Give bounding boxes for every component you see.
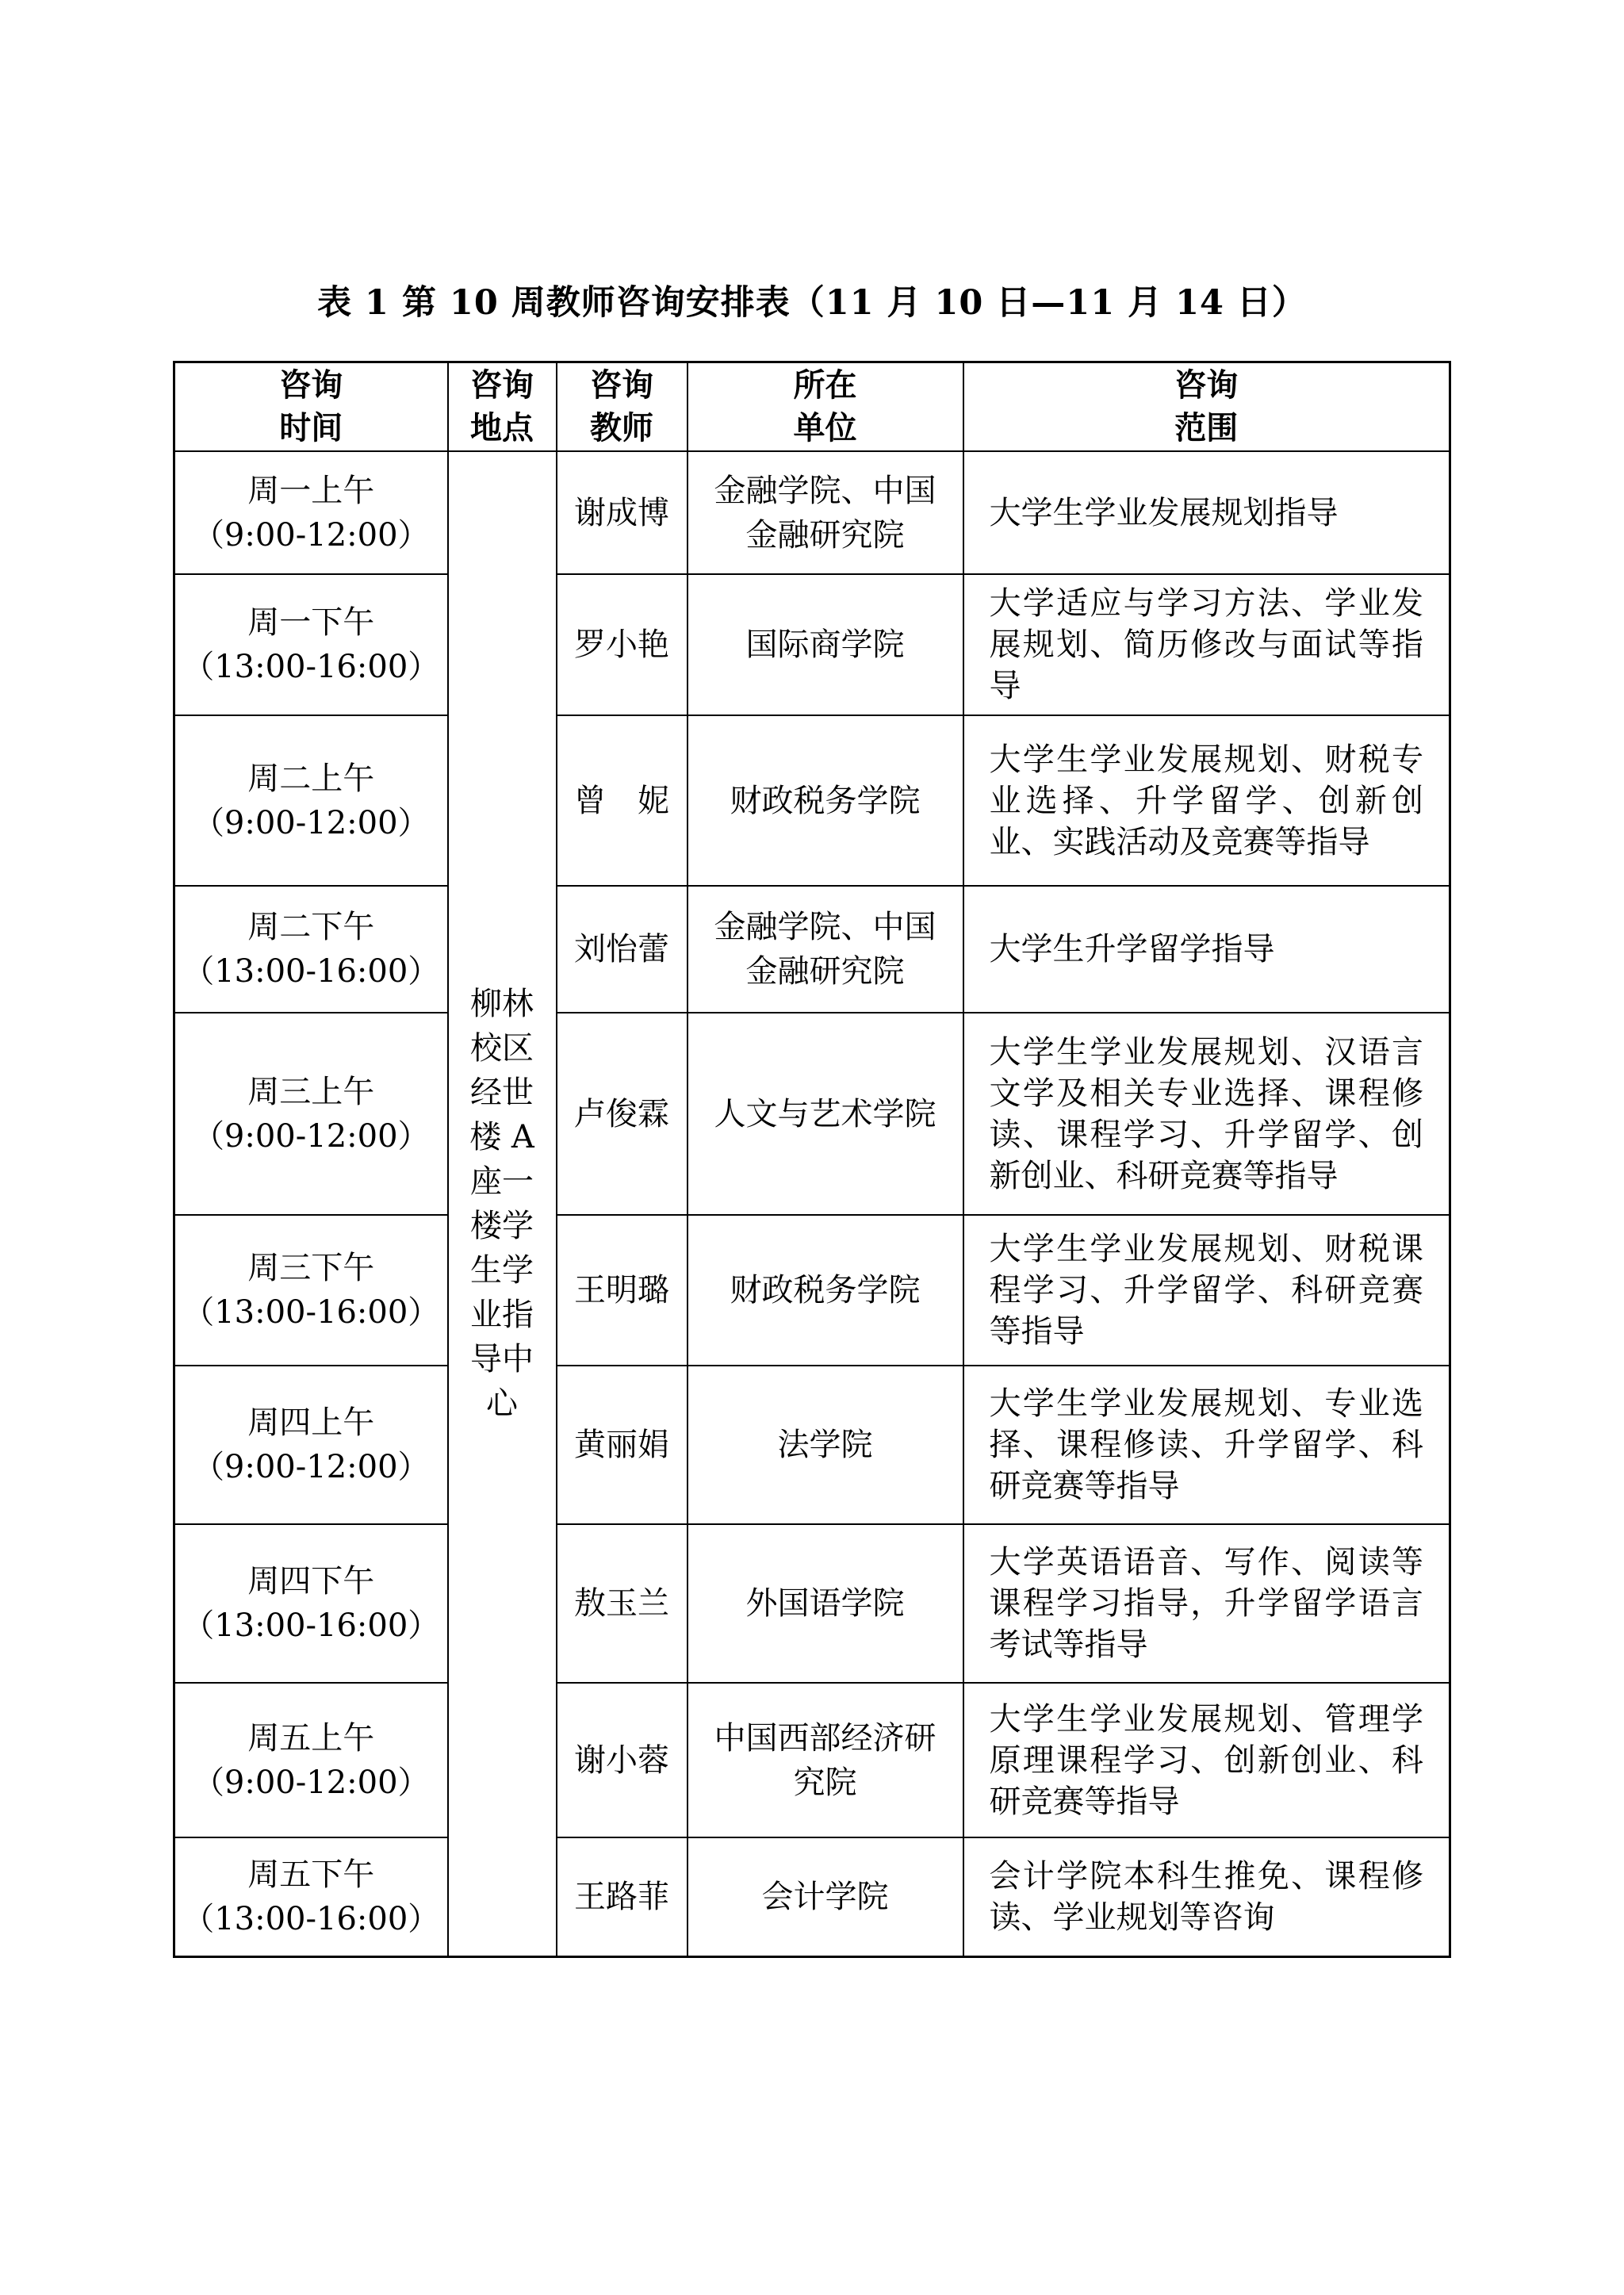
cell-time xyxy=(174,1837,448,1956)
header-scope-line1: 咨询 xyxy=(1174,366,1239,404)
cell-unit: 金融学院、中国金融研究院 xyxy=(688,451,963,574)
cell-time xyxy=(174,1683,448,1837)
cell-time xyxy=(174,1366,448,1524)
time-day: 周三下午 xyxy=(247,1250,375,1286)
table-row xyxy=(174,1524,1450,1683)
header-teacher-line1: 咨询 xyxy=(590,366,653,404)
cell-scope: 大学生学业发展规划、汉语言文学及相关专业选择、课程修读、课程学习、升学留学、创新创业、科研竞赛等指导 xyxy=(963,1013,1450,1215)
table-row xyxy=(174,1215,1450,1366)
time-range: （9:00-12:00） xyxy=(192,1449,430,1485)
cell-unit: 金融学院、中国金融研究院 xyxy=(688,886,963,1013)
time-day: 周二下午 xyxy=(247,909,375,945)
cell-time xyxy=(174,451,448,574)
cell-teacher: 谢小蓉 xyxy=(557,1683,688,1837)
cell-location xyxy=(448,451,557,1956)
cell-teacher: 卢俊霖 xyxy=(557,1013,688,1215)
cell-unit: 法学院 xyxy=(688,1366,963,1524)
cell-unit: 外国语学院 xyxy=(688,1524,963,1683)
time-day: 周五下午 xyxy=(247,1856,375,1893)
header-location xyxy=(448,362,557,452)
header-teacher-line2: 教师 xyxy=(590,409,653,446)
time-range: （9:00-12:00） xyxy=(192,804,430,841)
cell-scope: 大学适应与学习方法、学业发展规划、简历修改与面试等指导 xyxy=(963,574,1450,715)
cell-unit: 中国西部经济研究院 xyxy=(688,1683,963,1837)
time-day: 周二上午 xyxy=(247,760,375,797)
header-unit-line1: 所在 xyxy=(793,366,857,404)
time-range: （13:00-16:00） xyxy=(182,953,440,990)
header-time-line2: 时间 xyxy=(279,409,343,446)
cell-time xyxy=(174,886,448,1013)
header-scope-line2: 范围 xyxy=(1174,409,1239,446)
header-time-line1: 咨询 xyxy=(279,366,343,404)
header-location-line2: 地点 xyxy=(470,409,534,446)
cell-scope: 会计学院本科生推免、课程修读、学业规划等咨询 xyxy=(963,1837,1450,1956)
header-teacher xyxy=(557,362,688,452)
cell-scope: 大学生学业发展规划指导 xyxy=(963,451,1450,574)
table-row xyxy=(174,715,1450,886)
time-range: （9:00-12:00） xyxy=(192,1764,430,1801)
table-row xyxy=(174,886,1450,1013)
cell-teacher: 黄丽娟 xyxy=(557,1366,688,1524)
location-text: 柳林校区经世楼 A 座一楼学生学业指导中心 xyxy=(469,985,534,1422)
cell-unit: 国际商学院 xyxy=(688,574,963,715)
cell-time xyxy=(174,1013,448,1215)
header-row xyxy=(174,362,1450,452)
table-row xyxy=(174,574,1450,715)
cell-scope: 大学生升学留学指导 xyxy=(963,886,1450,1013)
time-range: （9:00-12:00） xyxy=(192,516,430,554)
header-time xyxy=(174,362,448,452)
cell-time xyxy=(174,1524,448,1683)
table-row xyxy=(174,1013,1450,1215)
time-day: 周四下午 xyxy=(247,1563,375,1600)
cell-teacher: 曾 妮 xyxy=(557,715,688,886)
table-row xyxy=(174,451,1450,574)
cell-teacher: 敖玉兰 xyxy=(557,1524,688,1683)
time-range: （13:00-16:00） xyxy=(182,1900,440,1937)
header-scope xyxy=(963,362,1450,452)
time-range: （9:00-12:00） xyxy=(192,1117,430,1155)
cell-teacher: 刘怡蕾 xyxy=(557,886,688,1013)
cell-scope: 大学英语语音、写作、阅读等课程学习指导，升学留学语言考试等指导 xyxy=(963,1524,1450,1683)
cell-scope: 大学生学业发展规划、财税课程学习、升学留学、科研竞赛等指导 xyxy=(963,1215,1450,1366)
cell-teacher: 王明璐 xyxy=(557,1215,688,1366)
cell-teacher: 罗小艳 xyxy=(557,574,688,715)
table-row xyxy=(174,1683,1450,1837)
header-location-line1: 咨询 xyxy=(470,366,534,404)
table-row xyxy=(174,1366,1450,1524)
time-day: 周四上午 xyxy=(247,1404,375,1441)
header-unit-line2: 单位 xyxy=(793,409,857,446)
cell-time xyxy=(174,574,448,715)
cell-teacher: 王路菲 xyxy=(557,1837,688,1956)
cell-scope: 大学生学业发展规划、管理学原理课程学习、创新创业、科研竞赛等指导 xyxy=(963,1683,1450,1837)
cell-scope: 大学生学业发展规划、财税专业选择、升学留学、创新创业、实践活动及竞赛等指导 xyxy=(963,715,1450,886)
cell-unit: 人文与艺术学院 xyxy=(688,1013,963,1215)
time-day: 周一上午 xyxy=(247,472,375,509)
consultation-schedule-table xyxy=(173,361,1451,1958)
cell-unit: 会计学院 xyxy=(688,1837,963,1956)
time-day: 周一下午 xyxy=(247,604,375,641)
page-title: 表 1 第 10 周教师咨询安排表（11 月 10 日—11 月 14 日） xyxy=(317,283,1307,323)
cell-teacher: 谢成博 xyxy=(557,451,688,574)
cell-unit: 财政税务学院 xyxy=(688,715,963,886)
time-day: 周三上午 xyxy=(247,1073,375,1110)
time-range: （13:00-16:00） xyxy=(182,1294,440,1331)
time-range: （13:00-16:00） xyxy=(182,1607,440,1644)
cell-time xyxy=(174,1215,448,1366)
cell-unit: 财政税务学院 xyxy=(688,1215,963,1366)
table-row xyxy=(174,1837,1450,1956)
cell-scope: 大学生学业发展规划、专业选择、课程修读、升学留学、科研竞赛等指导 xyxy=(963,1366,1450,1524)
time-day: 周五上午 xyxy=(247,1719,375,1757)
time-range: （13:00-16:00） xyxy=(182,649,440,685)
header-unit xyxy=(688,362,963,452)
cell-time xyxy=(174,715,448,886)
